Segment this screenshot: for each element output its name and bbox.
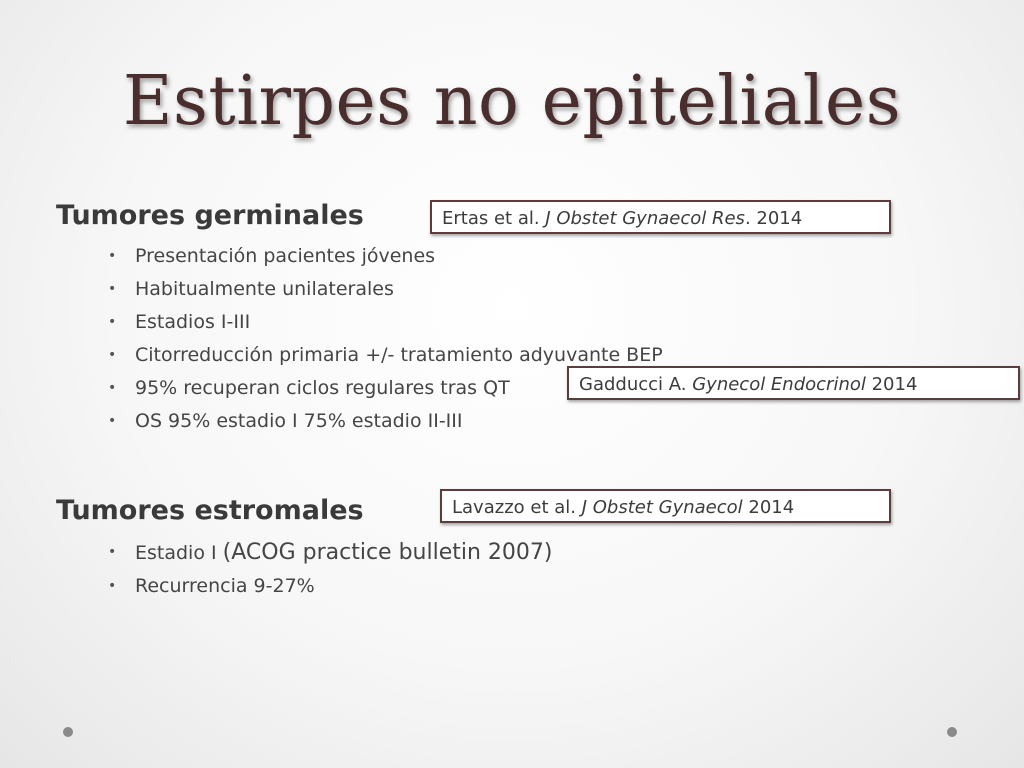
bullet-text: OS 95% estadio I 75% estadio II-III [135,410,463,432]
reference-year: 2014 [742,497,795,518]
decorative-dot-icon [947,727,957,737]
bullet-text: Habitualmente unilaterales [135,278,394,300]
section-heading-germinales: Tumores germinales [56,200,364,231]
reference-journal: Gynecol Endocrinol [692,374,866,395]
bullet-icon: • [108,578,117,594]
bullet-icon: • [108,347,117,363]
list-item [108,536,552,570]
bullet-list-estromales [108,536,552,603]
bullet-icon: • [108,380,117,396]
bullet-text: Estadios I-III [135,311,251,333]
bullet-icon: • [108,248,117,264]
bullet-icon: • [108,544,117,560]
list-item [108,240,663,273]
section-heading-estromales: Tumores estromales [56,495,364,526]
list-item [108,306,663,339]
reference-year: 2014 [865,374,918,395]
reference-year: . 2014 [744,208,803,229]
decorative-dot-icon [63,727,73,737]
bullet-citation: (ACOG practice bulletin 2007) [222,540,553,565]
reference-authors: Lavazzo et al. [452,497,576,518]
bullet-text: 95% recuperan ciclos regulares tras QT [135,377,510,399]
reference-box-ertas [430,200,891,234]
bullet-icon: • [108,314,117,330]
bullet-text: Citorreducción primaria +/- tratamiento adyuvante BEP [135,344,663,366]
bullet-icon: • [108,281,117,297]
list-item [108,405,663,438]
list-item [108,273,663,306]
bullet-icon: • [108,413,117,429]
reference-box-gadducci [567,366,1020,400]
bullet-text: Estadio I [135,542,223,564]
reference-journal: J Obstet Gynaecol Res [545,208,745,229]
reference-box-lavazzo [440,489,891,523]
bullet-text: Recurrencia 9-27% [135,575,315,597]
slide-title: Estirpes no epiteliales [122,62,902,141]
reference-journal: J Obstet Gynaecol [581,497,743,518]
bullet-text: Presentación pacientes jóvenes [135,245,436,267]
bullet-list-germinales [108,240,663,438]
list-item [108,570,552,603]
reference-authors: Gadducci A. [579,374,687,395]
reference-authors: Ertas et al. [442,208,540,229]
